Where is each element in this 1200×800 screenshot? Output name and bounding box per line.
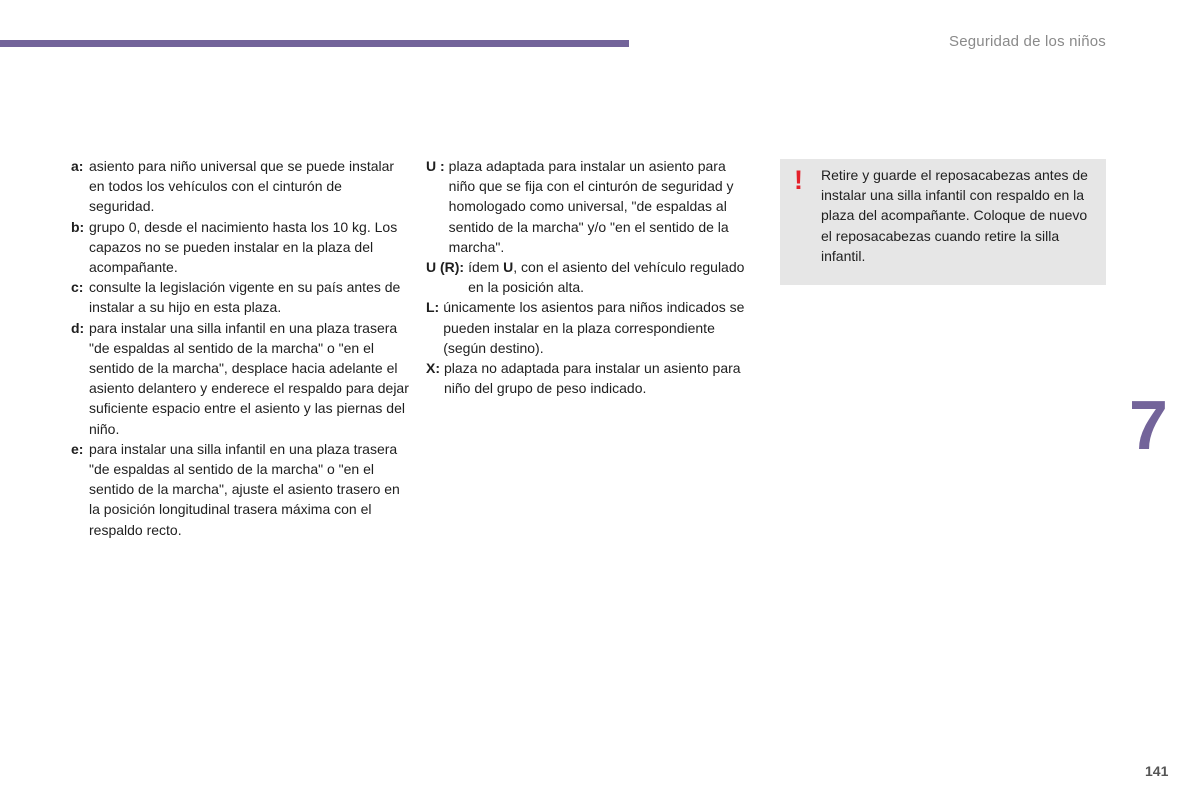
exclamation-icon: ! <box>794 165 803 195</box>
definition-term: b: <box>71 218 85 235</box>
definition-text: únicamente los asientos para niños indicados se pueden instalar en la plaza correspondiente (según destino). <box>443 299 745 356</box>
right-column <box>426 156 756 398</box>
definition-text: consulte la legislación vigente en su país antes de instalar a su hijo en esta plaza. <box>89 279 401 316</box>
warning-box <box>780 159 1106 285</box>
definition-item-ur <box>426 257 756 297</box>
definition-text: para instalar una silla infantil en una plaza trasera "de espaldas al sentido de la marcha" o "en el sentido de la marcha", ajuste el asiento trasero en la posición longitudinal trasera máxima con el respaldo recto. <box>89 440 400 538</box>
definition-item-a <box>71 156 411 217</box>
page-number: 141 <box>1145 763 1169 779</box>
definition-term: c: <box>71 279 84 296</box>
chapter-number: 7 <box>1129 386 1168 464</box>
definition-item-u <box>426 156 756 257</box>
definition-text <box>468 257 756 297</box>
warning-text: Retire y guarde el reposacabezas antes de instalar una silla infantil con respaldo en la plaza del acompañante. Coloque de nuevo el reposacabezas cuando retire la silla infantil. <box>821 167 1088 264</box>
definition-text: grupo 0, desde el nacimiento hasta los 10 kg. Los capazos no se pueden instalar en la plaza del acompañante. <box>89 218 398 276</box>
definition-term: d: <box>71 319 85 336</box>
definition-item-x <box>426 358 756 398</box>
definition-term: e: <box>71 440 84 457</box>
definition-item-d <box>71 318 411 439</box>
definition-term: U : <box>426 158 445 174</box>
definition-term: U (R): <box>426 259 465 276</box>
left-column <box>71 156 411 540</box>
section-title: Seguridad de los niños <box>948 33 1106 50</box>
header-accent-bar <box>0 40 629 47</box>
definition-text-start: ídem <box>468 259 500 276</box>
definition-text: plaza no adaptada para instalar un asiento para niño del grupo de peso indicado. <box>444 360 741 397</box>
definition-text: para instalar una silla infantil en una plaza trasera "de espaldas al sentido de la marcha" o "en el sentido de la marcha", desplace hacia adelante el asiento delantero y enderece el respaldo para dejar suficiente espacio entre el asiento y las piernas del niño. <box>89 319 409 437</box>
definition-term: X: <box>426 360 440 377</box>
definition-term: L: <box>426 299 440 316</box>
definition-bold-ref: U <box>503 259 514 276</box>
definition-item-c <box>71 277 411 317</box>
definition-text: asiento para niño universal que se puede instalar en todos los vehículos con el cinturón de seguridad. <box>89 158 395 215</box>
definition-text: plaza adaptada para instalar un asiento para niño que se fija con el cinturón de seguridad y homologado como universal, "de espaldas al sentido de la marcha" y/o "en el sentido de la marcha". <box>448 158 734 255</box>
definition-item-l <box>426 297 756 358</box>
definition-term: a: <box>71 158 84 174</box>
definition-item-b <box>71 217 411 278</box>
definition-text-end: , con el asiento del vehículo regulado en la posición alta. <box>468 259 745 296</box>
definition-item-e <box>71 439 411 540</box>
